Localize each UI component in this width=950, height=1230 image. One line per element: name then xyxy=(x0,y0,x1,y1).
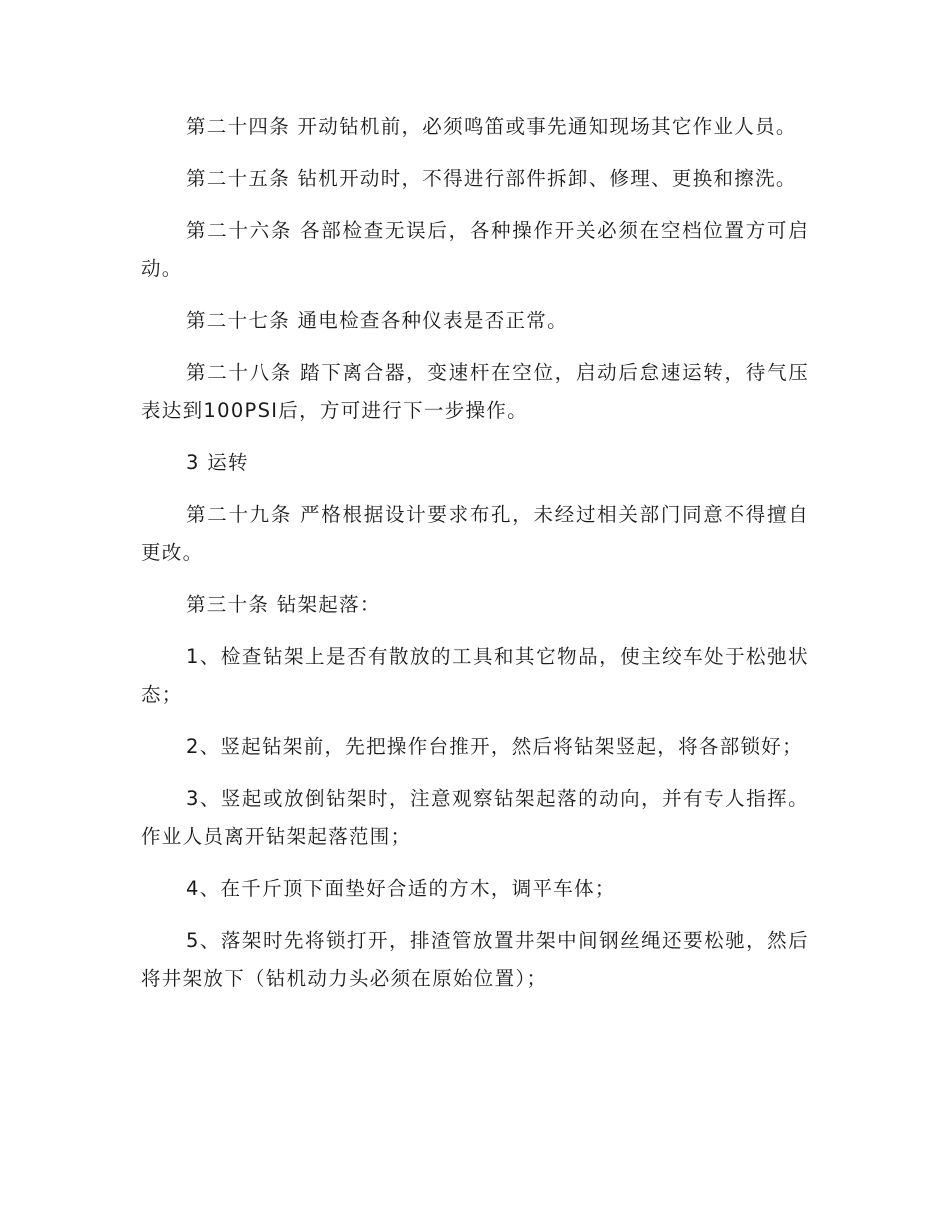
list-item-5: 5、落架时先将锁打开，排渣管放置井架中间钢丝绳还要松驰，然后将井架放下（钻机动力头必须在原始位置）； xyxy=(141,929,809,990)
paragraph-article-27: 第二十七条 通电检查各种仪表是否正常。 xyxy=(186,309,568,332)
paragraph-article-24: 第二十四条 开动钻机前，必须鸣笛或事先通知现场其它作业人员。 xyxy=(186,115,797,138)
paragraph-article-29: 第二十九条 严格根据设计要求布孔，未经过相关部门同意不得擅自更改。 xyxy=(141,503,809,564)
list-item-4: 4、在千斤顶下面垫好合适的方木，调平车体； xyxy=(186,877,616,900)
list-item-3: 3、竖起或放倒钻架时，注意观察钻架起落的动向，并有专人指挥。作业人员离开钻架起落范围； xyxy=(141,787,809,848)
paragraph-article-28: 第二十八条 踏下离合器，变速杆在空位，启动后怠速运转，待气压表达到100PSI后，方可进行下一步操作。 xyxy=(141,361,809,422)
paragraph-article-30: 第三十条 钻架起落： xyxy=(186,593,381,616)
list-item-2: 2、竖起钻架前，先把操作台推开，然后将钻架竖起，将各部锁好； xyxy=(186,735,803,758)
list-item-1: 1、检查钻架上是否有散放的工具和其它物品，使主绞车处于松弛状态； xyxy=(141,645,809,706)
section-heading-operation: 3 运转 xyxy=(186,451,249,474)
paragraph-article-25: 第二十五条 钻机开动时，不得进行部件拆卸、修理、更换和擦洗。 xyxy=(186,167,797,190)
paragraph-article-26: 第二十六条 各部检查无误后，各种操作开关必须在空档位置方可启动。 xyxy=(141,219,809,280)
document-body xyxy=(141,108,809,1012)
